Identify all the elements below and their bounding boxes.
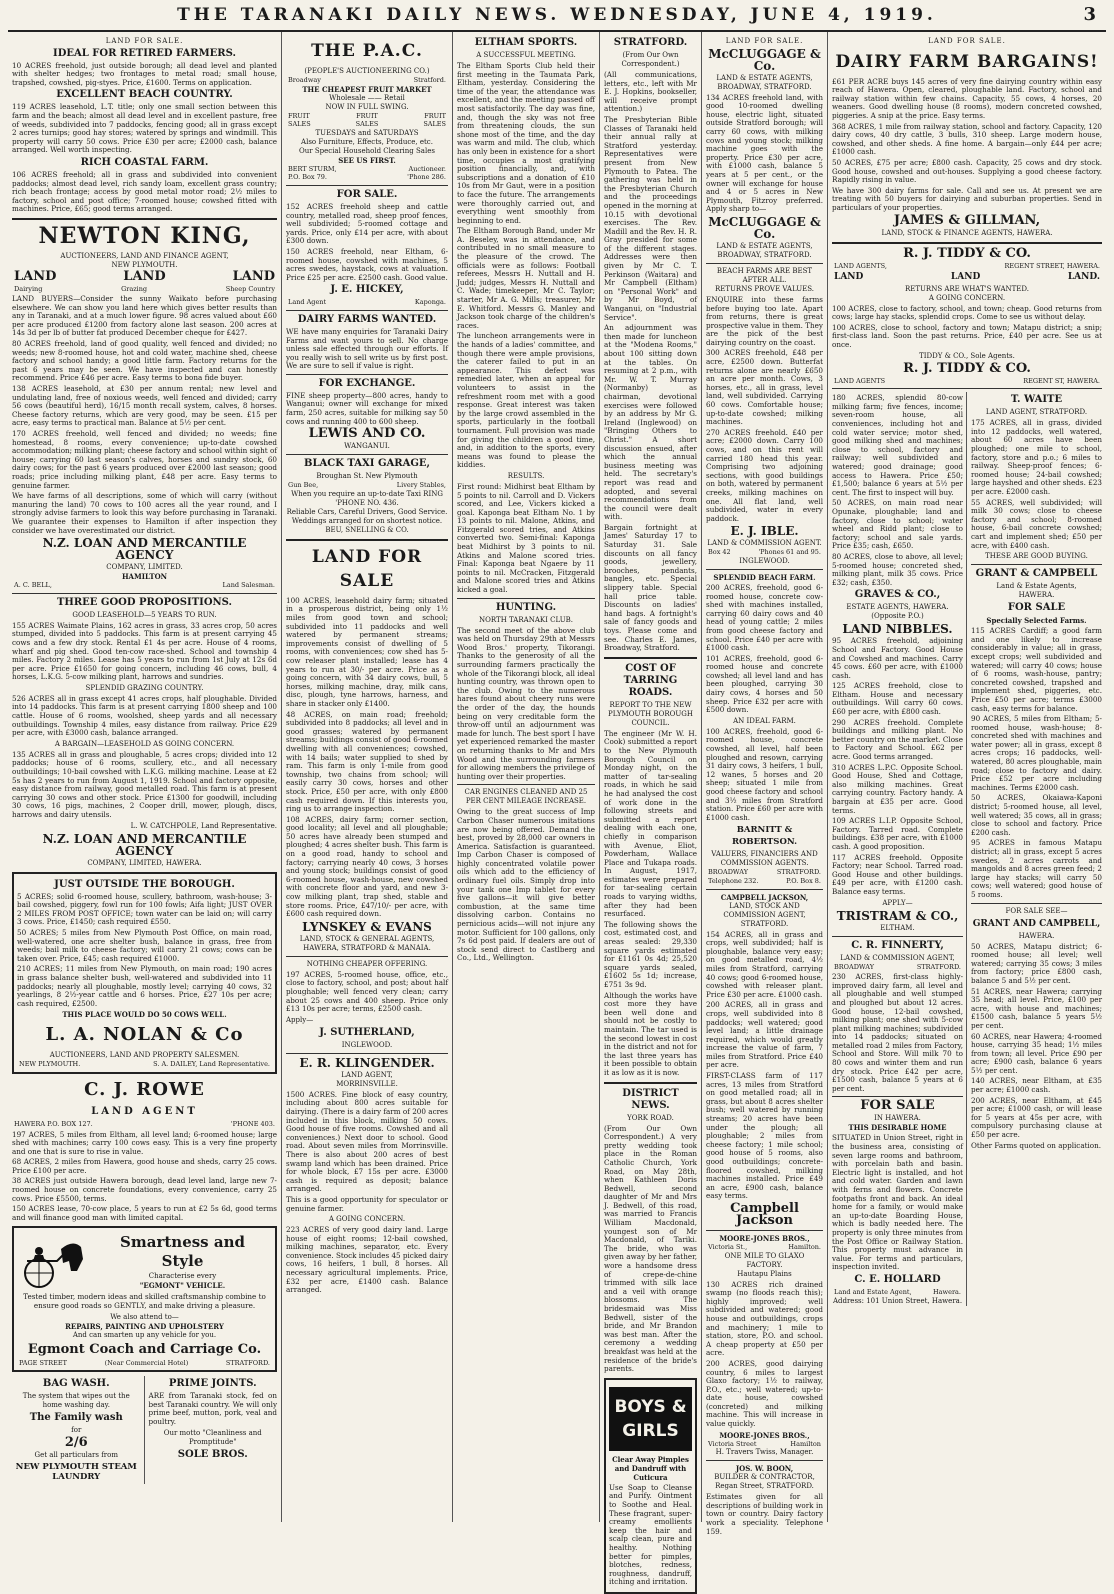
listing: 135 ACRES all in grass and ploughable, 5 acres crops; divided into 12 paddocks; house of 6 rooms, scullery, etc., and all necessary outbuildings; 10-bail cowshed with L.K.G. milking machine. Lease at £2 5s has 2 years to run from August 1, 1919. School and factory opposite, easy distance from railway, good metalled road. This farm is at present carrying 30 cows and other stock. Price £1300 for goodwill, including 30 cows, 16 pigs, machines, 2 Cooper drill, mower, plough, discs, harrows and dairy utensils. [12,749,277,819]
listing: 125 ACRES freehold, close to Eltham. House and necessary outbuildings. Will carry 60 cows. £60 per acre, with £800 cash. [832,681,963,717]
listing: 223 ACRES of very good dairy land. Large house of eight rooms; 12-bail cowshed, milking machines, separator, etc. Every convenience. Stock includes 45 picked dairy cows, 16 heifers, 1 bull, 8 horses. All necessary agricultural implements. Price, £32 per acre, £1400 cash. Balance arranged. [286,1225,448,1295]
listing: 80 ACRES, close to above, all level; 5-roomed house; concreted shed, milking plant, milk 35 cows. Price £32; cash, £350. [832,551,963,587]
listing: 5 ACRES; solid 6-roomed house, scullery, bathroom, wash-house; 3-bail cowshed, piggery, fowl run for 100 fowls; Aifa light; JUST OVER 2 MILES FROM POST OFFICE; town water can be laid on; will carry 3 cows. Price, £1450; cash required £550. [17,891,272,927]
listing: 80 ACRES freehold, land of good quality, well fenced and divided; no weeds; new 8-roomed house, hot and cold water, machine shed, cheese factory and school handy; a good little farm. Factory returns for the past 6 years may be seen. We have inspected and can honestly recommend. Price £46 per acre. Easy terms to bona fide buyer. [12,339,277,383]
listing: 290 ACRES freehold. Complete buildings and milking plant. No better country on the market. Close to Factory and School. £62 per acre. Good terms arranged. [832,717,963,762]
listing: 109 ACRES L.I.P. Opposite School, Factory. Tarred road. Complete buildings. £38 per acre, with £1000 cash. A good proposition. [832,816,963,851]
ad-heading: RICH COASTAL FARM. [80,156,209,168]
masthead-title: THE TARANAKI DAILY NEWS. WEDNESDAY, JUNE 4, 1919. [177,5,937,25]
listing: 38 ACRES just outside Hawera borough, dead level land, large new 7-roomed house on concrete foundations, every convenience, carry 25 cows. Price £5500, terms. [12,1176,277,1203]
listing: 117 ACRES freehold. Opposite Factory; near School. Tarred road. Good House and other buildings. £49 per acre, with £1200 cash. Balance easy terms. [832,852,963,896]
article-heading: ELTHAM SPORTS. [474,37,578,48]
listing: 101 ACRES, freehold, good 6-roomed house and concrete cowshed; all level land and has been ploughed, carrying 30 dairy cows, 4 horses and 50 sheep. Price £32 per acre with £500 down. [706,653,823,715]
listing: £61 PER ACRE buys 145 acres of very fine dairying country within easy reach of Hawera. Open, cleared, ploughable land. Factory, school and railway station within few chains. Capacity, 55 cows, 4 horses, 20 weaners. Good dwelling house (8 rooms), modern concreted cowshed, piggeries. A snip at the price. Easy terms. [832,76,1102,120]
column-6: LAND FOR SALE. DAIRY FARM BARGAINS! £61 PER ACRE buys 145 acres of very fine dairying country within easy reach of Hawera. Open, cleared, ploughable land. Factory, school and railway station within few chains. Capacity, 55 cows, 4 horses, 20 weaners. Good dwelling house (8 rooms), modern concreted cowshed, piggeries. A snip at the price. Easy terms. 368 ACRES, 1 mile from railway station, school and factory. Capacity, 120 dairy cows, 40 dry cattle, 3 bulls, 310 sheep. Large modern house, cowshed, and other sheds. A fine home. A bargain—only £44 per acre; £1000 cash. 50 ACRES, £75 per acre; £800 cash. Capacity, 25 cows and dry stock. Good house, cowshed and out-houses. Supplying a good cheese factory. Rapidly rising in value. We have 300 dairy farms for sale. Call and see us. At present we are treating with 50 buyers for dairying and suburban properties. Send in particulars of your properties. JAMES & GILLMAN, LAND, STOCK & FINANCE AGENTS, HAWERA. R. J. TIDDY & CO. LAND AGENTS, REGENT STREET, HAWERA. LAND LAND LAND. RETURNS ARE WHAT'S WANTED. A GOING CONCERN. 100 ACRES, close to factory, school, and town; cheap. Good returns from cows; large hay stacks, splendid crops. Come to see us without delay. 100 ACRES, close to school, factory and town; Matapu district; a snip; first-class land. Soon the past returns. Price, £40 per acre. See us at once. TIDDY & CO., Sole Agents. R. J. TIDDY & CO. LAND AGENTS REGENT ST, HAWERA. 180 ACRES, splendid 80-cow milking farm; five fences, income; seven-room house, all conveniences, including hot and cold water service; motor shed, good milking shed and machines; close to school, factory and railway; well subdivided and watered; good drainage; good access to Hawera. Price £50; £1,500; balance 6 years at 5½ per cent. The first to inspect will buy. 50 ACRES, on main road near Opunake, ploughable; land and factory, close to school; water wheel and Ridd plant; close to factory; school and sale yards. Price £35; cash, £650. 80 ACRES, close to above, all level; 5-roomed house; concreted shed, milking plant, milk 35 cows. Price £32; cash, £350. GRAVES & CO., ESTATE AGENTS, HAWERA. (Opposite P.O.) LAND NIBBLES. 95 ACRES freehold, adjoining School and Factory. Good House and Cowshed and machines. Carry 45 cows. £60 per acre, with £1000 cash. 125 ACRES freehold, close to Eltham. House and necessary outbuildings. Will carry 60 cows. £60 per acre, with £800 cash. 290 ACRES freehold. Complete buildings and milking plant. No better country on the market. Close to Factory and School. £62 per acre. Good terms arranged. 310 ACRES L.P.C. Opposite School. Good House, Shed and Cottage, also milking machines. Great carrying country. Factory handy. A bargain at £35 per acre. Good terms. 109 ACRES L.I.P. Opposite School, Factory. Tarred road. Complete buildings. £38 per acre, with £1000 cash. A good proposition. 117 ACRES freehold. Opposite Factory; near School. Tarred road. Good House and other buildings. £49 per acre, with £1200 cash. Balance easy terms. APPLY— TRISTRAM & CO., ELTHAM. C. R. FINNERTY, LAND & COMMISSION AGENT, BROADWAY STRATFORD. 230 ACRES, first-class highly-improved dairy farm, all level and all ploughable and well stumped and ploughed but about 12 acres. Good house, 12-bail cowshed, milking plant; one shed with 5-cow plant milking machines; subdivided into 14 paddocks; situated on metalled road 2 miles from Factory, School and Store. Will milk 70 to 80 cows and winter them and run dry stock. Price £42 per acre, £1500 cash, balance 5 years at 6 per cent. FOR SALE IN HAWERA. THIS DESIRABLE HOME SITUATED in Union Street, right in the business area, consisting of seven large rooms and bathroom, with porcelain bath and basin. Electric light is installed, and hot and cold water. Garden and lawn with ferns and flowers. Concrete footpaths front and back. An ideal home for a family, or would make an up-to-date Boarding House, which is badly needed here. The property is only three minutes from the Post Office or Railway Station. This property must advance in value. For terms and particulars, inspection invited. C. E. HOLLARD Land and Estate Agent, Hawera. Address: 101 Union Street, Hawera. T. WAITE LAND AGENT, STRATFORD. 175 ACRES, all in grass, divided into 12 paddocks, well watered, about 60 acres have been ploughed; one mile to school, factory, store and p.o.; 6 miles to railway. Sheep-proof fences; 6-roomed house; 24-bail cowshed; large hayshed and other sheds. £23 per acre. £2000 cash. 55 ACRES, well subdivided; will milk 30 cows; close to cheese factory and school; 8-roomed house, 6-bail concrete cowshed; cart and implement shed; £50 per acre, with £400 cash. THESE ARE GOOD BUYING. GRANT & CAMPBELL Land & Estate Agents, HAWERA. FOR SALE Specially Selected Farms. 115 ACRES Cardiff; a good farm and one likely to increase considerably in value; all in grass, except crops; well subdivided and watered; will carry 40 cows; house of 6 rooms, wash-house, pantry; concreted cowshed, trapshed and implement shed, piggeries, etc. Price £50 per acre; terms £3000 cash, easy terms for balance. 90 ACRES, 5 miles from Eltham; 5-roomed house, wash-house; 8-concreted shed with machines and water power; all in grass, except 8 acres crops; 16 paddocks, well-watered, 80 acres ploughable, main road; close to factory and dairy. Price £52 per acre including machines. Terms £2000 cash. 50 ACRES, Okaiawa-Kaponi district; 5-roomed house, all level, well watered; 35 cows, all in grass; close to school and factory. Price £200 cash. 95 ACRES in famous Matapu district; all in grass, except 5 acres swedes, 2 acres carrots and mangolds and 8 acres green feed; 2 large hay stacks; will carry 50 cows; well watered; good house of 5 rooms. FOR SALE SEE— GRANT AND CAMPBELL, HAWERA. 50 ACRES, Matapu district; 6-roomed house; all level; well watered; carrying 35 cows; 3 miles from factory; price £800 cash, balance 5 and 5½ per cent. 51 ACRES, near Hawera; carrying 35 head; all level. Price, £100 per acre, with house and machines; £1500 cash, balance 5 years 5½ per cent. 60 ACRES, near Hawera; 4-roomed house, carrying 35 head; 1½ miles from town; all level. Price £90 per acre; £900 cash, balance 6 years 5½ per cent. 140 ACRES, near Eltham, at £35 per acre; £1000 cash. 200 ACRES, near Eltham, at £45 per acre; £1000 cash, or will lease for 5 years at 45s per acre, with compulsory purchasing clause at £50 per acre. Other Farms quoted on application. [832,37,1102,1305]
newton-king-name: NEWTON KING, [38,222,251,249]
article-heading: STRATFORD. [613,37,688,48]
listing: 115 ACRES Cardiff; a good farm and one likely to increase considerably in value; all in grass, except crops; well subdivided and watered; will carry 40 cows; house of 6 rooms, wash-house, pantry; concreted cowshed, trapshed and implement shed, piggeries, etc. Price £50 per acre; terms £3000 cash, easy terms for balance. [971,626,1102,713]
article-paragraph: The second meet of the above club was held on Thursday 29th at Messrs Wood Bros.' property, Tikorangi. Thanks to the generosity of all the surrounding farmers practically the whole of the Tikorangi block, all ideal hunting country, was thrown open to the club. Owing to the numerous hares found about cheery runs were the order of the day, the hounds being on very creditable form the throw-off until an adjournment was made for lunch. The best sport I have yet experienced remarked the master on returning thanks to Mr and Mrs Wood and the surrounding farmers for allowing members the privilege of hunting over their properties. [457,625,595,781]
article-heading: COST OF TARRING ROADS. [623,662,678,698]
listing: 197 ACRES, 5 miles from Eltham, all level land; 6-roomed house; large shed with machines; carry 100 cows easy. This is a very fine property and one that is sure to rise in value. [12,1129,277,1156]
listing: 200 ACRES, all in grass and crops, well subdivided into 8 paddocks; well watered; good level land; a little drainage required, which would greatly increase the value of farm, 7 miles from Stratford. Price £40 per acre. [706,1000,823,1070]
mccluggage-name: McCLUGGAGE & Co. [708,214,821,241]
listing: 310 ACRES L.P.C. Opposite School. Good House, Shed and Cottage, also milking machines. Great carrying country. Factory handy. A bargain at £35 per acre. Good terms. [832,762,963,815]
listing: 50 ACRES, Okaiawa-Kaponi district; 5-roomed house, all level, well watered; 35 cows, all in grass; close to school and factory. Price £200 cash. [971,793,1102,837]
listing: 170 ACRES freehold, well fenced and divided; no weeds; fine homestead, 8 rooms, every convenience; up-to-date cowshed accommodation; milking plant; cheese factory and school within sight of house; carrying 60 last season's calves, horses and sundry stock, 60 dairy cows; for the past 6 years produced over £2000 last season; good roads; price including milking plant, £48 per acre. Easy terms to genuine farmer. [12,429,277,490]
listing: 60 ACRES, near Hawera; 4-roomed house, carrying 35 head; 1½ miles from town; all level. Price £90 per acre; £900 cash, balance 6 years 5½ per cent. [971,1031,1102,1075]
listing: 134 ACRES freehold land, with good 10-roomed dwelling house, electric light, situated outside Stratford borough; will carry 60 cows, with milking cows and young stock; milking machine goes with the property. Price £30 per acre, with £1000 cash, balance 5 years at 5 per cent., or the owner will exchange for house and 4 or 5 acres in New Plymouth, Fitzroy preferred. Apply sharp to— [706,92,823,214]
listing: 210 ACRES; 11 miles from New Plymouth, on main road; 190 acres in grass balance shelter bush, well-watered and subdivided into 11 paddocks; nearly all ploughable, mostly level; carrying 40 cows, 32 yearlings, 8 2½-year cattle and 6 horses. Price, £27 10s per acre; cash required, £2500. [17,964,272,1008]
listing: 119 ACRES leasehold, L.T. title; only one small section between this farm and the beach; almost all dead level and in excellent pasture, free of weeds, subdivided into 7 paddocks, fencing good; all in grass except 2 acres turnips; good hay stores; watered by springs and windmill. This property will carry 50 cows. Price £30 per acre; £2000 cash, balance arranged. Well worth inspecting. [12,102,277,155]
listing: 50 ACRES, on main road near Opunake, ploughable; land and factory, close to school; water wheel and Ridd plant; close to factory; school and sale yards. Price £35; cash, £650. [832,498,963,551]
listing: 1500 ACRES. Fine block of easy country, including about 800 acres suitable for dairying. (There is a dairy farm of 200 acres included in this block, milking 50 cows. Good house of five rooms. Cowshed and all conveniences.) Next door to school. Good road. About seven miles from Morrinsville. There is also about 200 acres of best swamp land which has been drained. Price for whole block, £7 15s per acre. £3000 cash is required as deposit; balance arranged. [286,1089,448,1194]
listing: 154 ACRES, all in grass and crops, well subdivided; half is ploughable, balance very easy; on good metalled road, 4½ miles from Stratford, carrying 40 cows; good 6-roomed house, cowshed with releaser plant. Price £30 per acre. £1000 cash. [706,929,823,999]
body-text: LAND BUYERS—Consider the sunny Waikato before purchasing elsewhere. We can show you land here which gives better results than any in Taranaki, and at a much lower figure. 98 acres valued about £60 per acre produced £1200 from factory alone last season. 200 acres at 14s 3d per lb of butter fat produced December cheque for £427. [12,294,277,338]
article-heading: HUNTING. [495,601,557,613]
prime-joints-ad: PRIME JOINTS. ARE from Taranaki stock, fed on best Taranaki country. We will only prime beef, mutton, pork, veal and poultry. Our motto "Cleanliness and Promptitude" SOLE BROS. [148,1378,277,1460]
page-number: 3 [1083,4,1096,25]
article-paragraph: The Eltham Sports Club held their first meeting in the Taumata Park, Eltham, yesterday. Considering the time of the year, the attendance was excellent, and the meeting passed off most satisfactorily. The day was fine, and, though the sky was not free from threatening clouds, the sun shone most of the time, and the day was warm and mild. The club, which has only been in existence for a short time, occupies a most gratifying position financially, and, with subscriptions and a donation of £10 10s from Mr Gaut, were in a position to face the future. The arrangements were thoroughly carried out, and everything went smoothly from beginning to end. [457,61,595,225]
columns [8,32,1106,1587]
listing: 108 ACRES, dairy farm; corner section, good locality; all level and all ploughable; 50 acres have already been stumped and ploughed; 4 acres shelter bush. This farm is on a good road, handy to school and factory; carrying nearly 40 cows, 3 horses and young stock; buildings consist of good 6-roomed house, wash-house, new cowshed with concrete floor and yard, and new 3-cow milking plant, trap shed, stable and store rooms. Price, £47/10/- per acre, with £600 cash required down. [286,814,448,919]
listing: 68 ACRES, 2 miles from Hawera, good house and sheds, carry 25 cows. Price £100 per acre. [12,1157,277,1175]
listing: 152 ACRES freehold sheep and cattle country, metalled road, sheep proof fences, well subdivided; 5-roomed cottage and yards. Price, only £14 per acre, with about £300 down. [286,201,448,246]
listing: 150 ACRES lease, 70-cow place, 5 years to run at £2 5s 6d, good terms and will finance good man with limited capital. [12,1204,277,1222]
article-paragraph: Bargain fortnight at James' Saturday 17 to Saturday 31. Sale discounts on all fancy goods, jewellery, brooches, pendants, bangles, etc. Special slippery table. Special hall price table. Discounts on ladies' hand bags. A fortnight's sale of fancy goods and toys. Please come and see. Charles E. James, Broadway, Stratford. [604,522,697,653]
listing: 130 ACRES rich drained swamp (no floods reach this); highly improved; well subdivided and watered; good house and outbuildings, crops and machinery; 1 mile to station, store, P.O. and school. A cheap property at £50 per acre. [706,1279,823,1358]
article-paragraph: Although the works have cost more they have been well done and should not be costly to maintain. The tar used is the second lowest in cost in the district and not for the last three years has it been possible to obtain it as low as it is now. [604,990,697,1077]
ad-heading: IDEAL FOR RETIRED FARMERS. [53,47,236,59]
listing: 175 ACRES, all in grass, divided into 12 paddocks, well watered, about 60 acres have been ploughed; one mile to school, factory, store and p.o.; 6 miles to railway. Sheep-proof fences; 6-roomed house; 24-bail cowshed; large hayshed and other sheds. £23 per acre. £2000 cash. [971,418,1102,496]
black-taxi-ad: BLACK TAXI GARAGE, [304,458,430,470]
article-paragraph: (From Our Own Correspondent.) A very pretty wedding took place in the Roman Catholic Church, York Road, on May 28th, when Kathleen Doris Bedwell, second daughter of Mr and Mrs J. Bedwell, of this road, was married to Francis William Macdonald, youngest son of Mr Macdonald, of Tariki. The bride, who was given away by her father, wore a handsome dress of crepe-de-chine trimmed with silk lace and a veil with orange blossoms. The bridesmaid was Miss Bedwell, sister of the bride, and Mr Brandon was best man. After the ceremony a wedding breakfast was held at the residence of the bride's parents. [604,1123,697,1374]
column-2: THE P.A.C. (PEOPLE'S AUCTIONEERING CO.) Broadway Stratford. THE CHEAPEST FRUIT MARKET Wholesale —— Retail NOW IN FULL SWING. FRUIT FRUIT FRUIT SALES SALES SALES TUESDAYS and SATURDAYS Also Furniture, Effects, Produce, etc. Our Special Household Clearing Sales SEE US FIRST. BERT STURM, Auctioneer. P.O. Box 79. 'Phone 286. FOR SALE. 152 ACRES freehold sheep and cattle country, metalled road, sheep proof fences, well subdivided; 5-roomed cottage and yards. Price, only £14 per acre, with about £300 down. 150 ACRES freehold, near Eltham, 6-roomed house, cowshed with machines, 5 acres swedes, haystack, cows at valuation. Price £25 per acre. £2500 cash. Good value. J. E. HICKEY, Land Agent Kaponga. DAIRY FARMS WANTED. WE have many enquiries for Taranaki Dairy Farms and want yours to sell. No charge unless sale effected through our efforts. If you really wish to sell write us by first post. We are sure to sell if value is right. FOR EXCHANGE. FINE sheep property—800 acres, handy to Wanganui; owner will exchange for mixed farm, 250 acres, suitable for milking say 50 cows and running 400 to 600 sheep. LEWIS AND CO. WANGANUI. BLACK TAXI GARAGE, Broughan St. New Plymouth Gun Bee, Livery Stables, When you require an up-to-date Taxi RING 'PHONE NO. 436. Reliable Cars, Careful Drivers, Good Service. Weddings arranged for on shortest notice. BEU, SNELLING & CO. LAND FOR SALE 100 ACRES, leasehold dairy farm; situated in a prosperous district, being only 1½ miles from good town and school; subdivided into 11 paddocks and well watered by permanent streams; improvements consist of dwelling of 5 rooms, with conveniences; cow shed has 5-cow releaser plant installed; lease has 4 years to run at 30/- per acre. Price as a going concern, with 34 dairy cows, bull, 5 horses, milking machine, dray, milk cans, disc, plough, tyne harrows, harness, and share in stacker only £1400. 48 ACRES, on main road; freehold; subdivided into 8 paddocks; all level and in good grasses; watered by permanent streams; buildings consist of good 6-roomed dwelling with all conveniences; cowshed, with 14 bails; water supplied to shed by ram. This farm is only 1-mile from good township, two chains from school; will easily carry 30 cows, horses and other stock. Price, £50 per acre, with only £800 cash required down. If this interests you, ring us to arrange inspection. 108 ACRES, dairy farm; corner section, good locality; all level and all ploughable; 50 acres have already been stumped and ploughed; 4 acres shelter bush. This farm is on a good road, handy to school and factory; carrying nearly 40 cows, 3 horses and young stock; buildings consist of good 6-roomed house, wash-house, new cowshed with concrete floor and yard, and new 3-cow milking plant, trap shed, stable and store rooms. Price, £47/10/- per acre, with £600 cash required down. LYNSKEY & EVANS LAND, STOCK & GENERAL AGENTS, HAWERA, STRATFORD & MANAIA. NOTHING CHEAPER OFFERING. 197 ACRES, 5-roomed house, office, etc., close to factory, school, and post; about half ploughable; well fenced very clean; carry about 25 cows and 400 sheep. Price only £13 10s per acre; terms, £2500 cash. Apply— J. SUTHERLAND, INGLEWOOD. E. R. KLINGENDER. LAND AGENT, MORRINSVILLE. 1500 ACRES. Fine block of easy country, including about 800 acres suitable for dairying. (There is a dairy farm of 200 acres included in this block, milking 50 cows. Good house of five rooms. Cowshed and all conveniences.) Next door to school. Good road. About seven miles from Morrinsville. There is also about 200 acres of best swamp land which has been drained. Price for whole block, £7 15s per acre. £3000 cash is required as deposit; balance arranged. This is a good opportunity for speculator or genuine farmer. A GOING CONCERN. 223 ACRES of very good dairy land. Large house of eight rooms; 12-bail cowshed, milking machines, separator, etc. Every convenience. Stock includes 45 picked dairy cows, 16 heifers, 1 bull, 8 horses. All necessary agricultural implements. Price, £32 per acre, £1400 cash. Balance arranged. [282,32,453,1522]
horse-cart-icon [17,1231,87,1291]
listing: 100 ACRES, close to factory, school, and town; cheap. Good returns from cows; large hay stacks, splendid crops. Come to see us without delay. [832,303,1102,322]
listing: 300 ACRES freehold, £48 per acre, £2500 down. Butterfat returns alone are nearly £650 an acre per month. Cows, 3 horses, etc., all in grass, level land, well subdivided. Carrying 60 cows. Comfortable house; up-to-date cowshed; milking machines. [706,348,823,427]
rowe-name: C. J. ROWE [84,1078,205,1100]
ad-heading: EXCELLENT BEACH COUNTRY. [56,89,233,101]
listing: 138 ACRES leasehold, at £30 per annum rental; new level and undulating land, free of noxious weeds, well fenced and divided; carry 56 cows (beautiful herd), 16/15 month recall system, calves, 8 horses. Cheese factory returns, which are very good, may be seen. £15 per acre, easy terms to practical man. Balance at 5½ per cent. [12,384,277,428]
listing: 200 ACRES, freehold, good 6-roomed house, concrete cow-shed with machines installed, carrying 60 dairy cows and 40 head of young cattle; 2 miles from good cheese factory and school. Price £40 per acre with £1000 cash. [706,582,823,653]
listing: 55 ACRES, well subdivided; will milk 30 cows; close to cheese factory and school; 8-roomed house, 6-bail concrete cowshed; cart and implement shed; £50 per acre, with £400 cash. [971,497,1102,550]
article-paragraph: The engineer (Mr W. H. Cook) submitted a report to the New Plymouth Borough Council on Monday night, on the matter of tar-sealing roads, in which he said he had analysed the cost of work done in the following streets and submitted a report dealing with each one, chiefly in comparison with Avenue, Eliot, Powderham, Wallace Place and Tukapa roads. In August, 1917, estimates were prepared for tar-sealing certain roads to varying widths, after they had been resurfaced. [604,728,697,919]
listing: 368 ACRES, 1 mile from railway station, school and factory. Capacity, 120 dairy cows, 40 dry cattle, 3 bulls, 310 sheep. Large modern house, cowshed, and other sheds. A fine home. A bargain—only £44 per acre; £1000 cash. [832,121,1102,157]
article-paragraph: Owing to the great success of Imp Carbon Chaser numerous imitations are now being offered. Demand the best, proved by 28,000 car owners in America. Satisfaction is guaranteed. Imp Carbon Chaser is composed of highly concentrated volatile power oils which add to the efficiency of ordinary fuel oils. Simply drop into your tank one Imp tablet for every five gallons—it will give better combustion, at the same time dissolving carbon. Contains no pernicious acids—will not injure any motor. Sufficient for 100 gallons, only 7s 6d post paid. If dealers are out of stock send direct to Castlberg and Co., Ltd., Wellington. [457,807,595,963]
nzlma-name: N.Z. LOAN AND MERCANTILE AGENCY [42,536,247,563]
land-row: LAND LAND LAND [14,268,275,284]
listing: 48 ACRES, on main road; freehold; subdivided into 8 paddocks; all level and in good grasses; watered by permanent streams; buildings consist of good 6-roomed dwelling with all conveniences; cowshed, with 14 bails; water supplied to shed by ram. This farm is only 1-mile from good township, two chains from school; will easily carry 30 cows, horses and other stock. Price, £50 per acre, with only £800 cash required down. If this interests you, ring us to arrange inspection. [286,709,448,814]
newton-king-town: NEW PLYMOUTH. [111,260,178,269]
article-paragraph: The luncheon arrangements were in the hands of a ladies' committee, and though there were ample provisions, the caterer failed to put in an appearance. This defect was remedied later, when an appeal for volunteers to assist in the refreshment room met with a good response. Great interest was taken by the large crowd assembled in the sports, particularly in the football tournament. Full provision was made for giving the children a good time, and, in addition to the sports, every means was found to please the kiddies. [457,331,595,470]
listing: 106 ACRES freehold; all in grass and subdivided into convenient paddocks; almost dead level, rich sandy loam, excellent grass country; rich beach frontage; access by good metal motor road; 2½ miles to factory, school and post office; 7-roomed house; cowshed fitted with machines. Price, £65; good terms arranged. [12,169,277,214]
listing: 50 ACRES; 5 miles from New Plymouth Post Office, on main road, well-watered, one acre shelter bush, balance in grass, free from weeds; bail milk to cheese factory; will carry 21 cows; cows can be taken over. Price, £45; cash required £1000. [17,927,272,963]
listing: 150 ACRES freehold, near Eltham, 6-roomed house, cowshed with machines, 5 acres swedes, haystack, cows at valuation. Price £25 per acre. £2500 cash. Good value. [286,246,448,282]
article-paragraph: The Presbyterian Bible Classes of Taranaki held their annual rally at Stratford yesterday. Representatives were present from New Plymouth to Patea. The gathering was held in the Presbyterian Church and the proceedings opened in the morning at 10.15 with devotional exercises. The Rev. Madill and the Rev. H. R. Gray presided for some of the different stages. Addresses were then given by Mr C. T. Perkinson (Waitara) and Mr Campbell (Eltham) on "Personal Work" and by Mr Boyd, of Wanganui, on "Industrial Service". [604,114,697,322]
listing: FIRST-CLASS farm of 117 acres, 13 miles from Stratford on good metalled road; all in grass, but about 8 acres shelter bush; well watered by running streams; 20 acres have been under the plough; all ploughable; 2 miles from cheese factory; 1 mile school; good house of 5 rooms, also good outbuildings; concrete-floored cowshed, milking machines installed. Price £49 an acre, £900 cash, balance easy terms. [706,1071,823,1201]
dairy-farm-bargains-heading: DAIRY FARM BARGAINS! [835,51,1099,72]
land-types: Dairying Grazing Sheep Country [14,284,275,293]
listing: 50 ACRES, Matapu district; 6-roomed house; all level; well watered; carrying 35 cows; 3 miles from factory; price £800 cash, balance 5 and 5½ per cent. [971,941,1102,985]
listing: 90 ACRES, 5 miles from Eltham; 5-roomed house, wash-house; 8-concreted shed with machines and water power; all in grass, except 8 acres crops; 16 paddocks, well-watered, 80 acres ploughable, main road; close to factory and dairy. Price £52 per acre including machines. Terms £2000 cash. [971,714,1102,792]
listing: 50 ACRES, £75 per acre; £800 cash. Capacity, 25 cows and dry stock. Good house, cowshed and out-houses. Supplying a good cheese factory. Rapidly rising in value. [832,157,1102,185]
masthead [8,0,1106,32]
listing: 155 ACRES Waimate Plains, 162 acres in grass, 33 acres crop, 50 acres stumped, divided into 5 paddocks. This farm is at present carrying 45 cows and a few dry stock. Rental £1 4s per acre. House of 4 rooms, wharf and pig shed. Good ten-cow race-shed. School and township 4 miles. Factory 2 miles. Lease has 5 years to run from 1st July at 12s 6d per acre. Price £1650 for going concern, including 46 cows, bull, 4 horses, L.K.G. 5-cow milking plant, harrows and sundries. [12,620,277,682]
listing: 140 ACRES, near Eltham, at £35 per acre; £1000 cash. [971,1076,1102,1095]
listing: 230 ACRES, first-class highly-improved dairy farm, all level and all ploughable and well stumped and ploughed but about 12 acres. Good house, 12-bail cowshed, milking plant; one shed with 5-cow plant milking machines; subdivided into 14 paddocks; situated on metalled road 2 miles from Factory, School and Store. Will milk 70 to 80 cows and winter them and run dry stock. Price £42 per acre, £1500 cash, balance 5 years at 6 per cent. [832,972,963,1093]
pac-name: THE P.A.C. [311,41,423,61]
article-heading: DISTRICT NEWS. [622,1087,679,1111]
column-3: ELTHAM SPORTS. A SUCCESSFUL MEETING. The Eltham Sports Club held their first meeting in the Taumata Park, Eltham, yesterday. Considering the time of the year, the attendance was excellent, and the meeting passed off most satisfactorily. The day was fine, and, though the sky was not free from threatening clouds, the sun shone most of the time, and the day was warm and mild. The club, which has only been in existence for a short time, occupies a most gratifying position financially, and, with subscriptions and a donation of £10 10s from Mr Gaut, were in a position to face the future. The arrangements were thoroughly carried out, and everything went smoothly from beginning to end. The Eltham Borough Band, under Mr A. Beseley, was in attendance, and contributed in no small measure to the pleasure of the crowd. The officials were as follows: Football referees, Messrs H. Nuttall and H. Judd; judges, Messrs H. Nuttall and C. Wade; timekeeper, Mr C. Taylor; starter, Mr A. G. Mills; treasurer, Mr E. Whitford. Messrs G. Manley and Jackson took charge of the children's races. The luncheon arrangements were in the hands of a ladies' committee, and though there were ample provisions, the caterer failed to put in an appearance. This defect was remedied later, when an appeal for volunteers to assist in the refreshment room met with a good response. Great interest was taken by the large crowd assembled in the sports, particularly in the football tournament. Full provision was made for giving the children a good time, and, in addition to the sports, every means was found to please the kiddies. RESULTS. First round: Midhirst beat Eltham by 5 points to nil. Carroll and D. Vickers scored, and Lee, Vickers kicked a goal. Kaponga beat Eltham No. 1 by 13 points to nil. Malone, Atkins, and Fitzgerald scored tries, and Atkins converted two. Semi-final: Kaponga beat Midhirst by 3 points to nil. Atkins and Malone scored tries. Final: Kaponga beat Ngaere by 11 points to nil. McCracken, Fitzgerald and Malone scored tries and Atkins kicked a goal. HUNTING. NORTH TARANAKI CLUB. The second meet of the above club was held on Thursday 29th at Messrs Wood Bros.' property, Tikorangi. Thanks to the generosity of all the surrounding farmers practically the whole of the Tikorangi block, all ideal hunting country, was thrown open to the club. Owing to the numerous hares found about cheery runs were the order of the day, the hounds being on very creditable form the throw-off until an adjournment was made for lunch. The best sport I have yet experienced remarked the master on returning thanks to Mr and Mrs Wood and the surrounding farmers for allowing members the privilege of hunting over their properties. CAR ENGINES CLEANED AND 25 PER CENT MILEAGE INCREASE. Owing to the great success of Imp Carbon Chaser numerous imitations are now being offered. Demand the best, proved by 28,000 car owners in America. Satisfaction is guaranteed. Imp Carbon Chaser is composed of highly concentrated volatile power oils which add to the efficiency of ordinary fuel oils. Simply drop into your tank one Imp tablet for every five gallons—it will give better combustion, at the same time dissolving carbon. Contains no pernicious acids—will not injure any motor. Sufficient for 100 gallons, only 7s 6d post paid. If dealers are out of stock send direct to Castlberg and Co., Ltd., Wellington. [453,32,600,1522]
listing: 197 ACRES, 5-roomed house, office, etc., close to factory, school, and post; about half ploughable; well fenced very clean; carry about 25 cows and 400 sheep. Price only £13 10s per acre; terms, £2500 cash. [286,969,448,1014]
bag-wash-ad: BAG WASH. The system that wipes out the home washing day. The Family wash for 2/6 Get all particulars from NEW PLYMOUTH STEAM LAUNDRY [12,1376,145,1484]
mccluggage-name: McCLUGGAGE & Co. [708,46,821,73]
listing: 100 ACRES, leasehold dairy farm; situated in a prosperous district, being only 1½ miles from good town and school; subdivided into 11 paddocks and well watered by permanent streams; improvements consist of dwelling of 5 rooms, with conveniences; cow shed has 5-cow releaser plant installed; lease has 4 years to run at 30/- per acre. Price as a going concern, with 34 dairy cows, bull, 5 horses, milking machine, dray, milk cans, disc, plough, tyne harrows, harness, and share in stacker only £1400. [286,595,448,708]
campbell-jackson-signature: Campbell Jackson [730,1200,799,1228]
listing: 51 ACRES, near Hawera; carrying 35 head; all level. Price, £100 per acre, with house and machines; £1500 cash, balance 5 years 5½ per cent. [971,986,1102,1030]
body-text: We have farms of all descriptions, some of which will carry (without manuring the land) 70 cows to 100 acres all the year round, and I strongly advise farmers to look this way before purchasing in Taranaki. We guarantee their expenses to Hamilton if after inspection they consider we have overestimated our district. [12,491,277,535]
listing: 95 ACRES in famous Matapu district; all in grass, except 5 acres swedes, 2 acres carrots and mangolds and 8 acres green feed; 2 large hay stacks; will carry 50 cows; well watered; good house of 5 rooms. [971,838,1102,899]
listing: 270 ACRES freehold. £40 per acre; £2000 down. Carry 100 cows, and on this rent will carried 180 head this year. Comprising two adjoining sections, with good buildings on both, watered by permanent creeks, milking machines on one. All flat land, well subdivided, water in every paddock. [706,427,823,523]
listing: 526 ACRES all in grass except 41 acres crops, half ploughable. Divided into 14 paddocks. This farm is at present carrying 1800 sheep and 100 cattle. House of 6 rooms, woolshed, sheep yards and all necessary outbuildings. Township 4 miles, easy distance from railway. Price £29 per acre, with £3000 cash, balance arranged. [12,693,277,738]
column-1: LAND FOR SALE. IDEAL FOR RETIRED FARMERS. 10 ACRES freehold, just outside borough; all dead level and planted with shelter hedges; two frontages to metal road; small house, trapshed, cowshed, pig-styes. Price, £1600. Terms on application. EXCELLENT BEACH COUNTRY. 119 ACRES leasehold, L.T. title; only one small section between this farm and the beach; almost all dead level and in excellent pasture, free of weeds, subdivided into 7 paddocks, fencing good; all in grass except 2 acres turnips; good hay stores; watered by springs and windmill. This property will carry 50 cows. Price £30 per acre; £2000 cash, balance arranged. Well worth inspecting. RICH COASTAL FARM. 106 ACRES freehold; all in grass and subdivided into convenient paddocks; almost dead level, rich sandy loam, excellent grass country; rich beach frontage; access by good metal motor road; 2½ miles to factory, school and post office; 7-roomed house; cowshed fitted with machines. Price, £65; good terms arranged. NEWTON KING, AUCTIONEERS, LAND AND FINANCE AGENT, NEW PLYMOUTH. LAND LAND LAND Dairying Grazing Sheep Country LAND BUYERS—Consider the sunny Waikato before purchasing elsewhere. We can show you land here which gives better results than any in Taranaki, and at a much lower figure. 98 acres valued about £60 per acre produced £1200 from factory alone last season. 200 acres at 14s 3d per lb of butter fat produced December cheque for £427. 80 ACRES freehold, land of good quality, well fenced and divided; no weeds; new 8-roomed house, hot and cold water, machine shed, cheese factory and school handy; a good little farm. Factory returns for the past 6 years may be seen. We have inspected and can honestly recommend. Price £46 per acre. Easy terms to bona fide buyer. 138 ACRES leasehold, at £30 per annum rental; new level and undulating land, free of noxious weeds, well fenced and divided; carry 56 cows (beautiful herd), 16/15 month recall system, calves, 8 horses. Cheese factory returns, which are very good, may be seen. £15 per acre, easy terms to practical man. Balance at 5½ per cent. 170 ACRES freehold, well fenced and divided; no weeds; fine homestead, 8 rooms, every convenience; up-to-date cowshed accommodation; milking plant; cheese factory and school within sight of house; carrying 60 last season's calves, horses and sundry stock, 60 dairy cows; for the past 6 years produced over £2000 last season; good roads; price including milking plant, £48 per acre. Easy terms to genuine farmer. We have farms of all descriptions, some of which will carry (without manuring the land) 70 cows to 100 acres all the year round, and I strongly advise farmers to look this way before purchasing in Taranaki. We guarantee their expenses to Hamilton if after inspection they consider we have overestimated our district. N.Z. LOAN AND MERCANTILE AGENCY COMPANY, LIMITED. HAMILTON A. C. BELL, Land Salesman. THREE GOOD PROPOSITIONS. GOOD LEASEHOLD—5 YEARS TO RUN. 155 ACRES Waimate Plains, 162 acres in grass, 33 acres crop, 50 acres stumped, divided into 5 paddocks. This farm is at present carrying 45 cows and a few dry stock. Rental £1 4s per acre. House of 4 rooms, wharf and pig shed. Good ten-cow race-shed. School and township 4 miles. Factory 2 miles. Lease has 5 years to run from 1st July at 12s 6d per acre. Price £1650 for going concern, including 46 cows, bull, 4 horses, L.K.G. 5-cow milking plant, harrows and sundries. SPLENDID GRAZING COUNTRY. 526 ACRES all in grass except 41 acres crops, half ploughable. Divided into 14 paddocks. This farm is at present carrying 1800 sheep and 100 cattle. House of 6 rooms, woolshed, sheep yards and all necessary outbuildings. Township 4 miles, easy distance from railway. Price £29 per acre, with £3000 cash, balance arranged. A BARGAIN—LEASEHOLD AS GOING CONCERN. 135 ACRES all in grass and ploughable, 5 acres crops; divided into 12 paddocks; house of 6 rooms, scullery, etc., and all necessary outbuildings; 10-bail cowshed with L.K.G. milking machine. Lease at £2 5s has 2 years to run from August 1, 1919. School and factory opposite, easy distance from railway, good metalled road. This farm is at present carrying 30 cows and other stock. Price £1300 for goodwill, including 30 cows, 16 pigs, machines, 2 Cooper drill, mower, plough, discs, harrows and dairy utensils. L. W. CATCHPOLE, Land Representative. N.Z. LOAN AND MERCANTILE AGENCY COMPANY, LIMITED, HAWERA. JUST OUTSIDE THE BOROUGH. 5 ACRES; solid 6-roomed house, scullery, bathroom, wash-house; 3-bail cowshed, piggery, fowl run for 100 fowls; Aifa light; JUST OVER 2 MILES FROM POST OFFICE; town water can be laid on; will carry 3 cows. Price, £1450; cash required £550. 50 ACRES; 5 miles from New Plymouth Post Office, on main road, well-watered, one acre shelter bush, balance in grass, free from weeds; bail milk to cheese factory; will carry 21 cows; cows can be taken over. Price, £45; cash required £1000. 210 ACRES; 11 miles from New Plymouth, on main road; 190 acres in grass balance shelter bush, well-watered and subdivided into 11 paddocks; nearly all ploughable, mostly level; carrying 40 cows, 32 yearlings, 8 2½-year cattle and 6 horses. Price, £27 10s per acre; cash required, £2500. THIS PLACE WOULD DO 50 COWS WELL. L. A. NOLAN & Co AUCTIONEERS, LAND AND PROPERTY SALESMEN. NEW PLYMOUTH. S. A. DAILEY, Land Representative. C. J. ROWE LAND AGENT HAWERA P.O. BOX 127. 'PHONE 403. 197 ACRES, 5 miles from Eltham, all level land; 6-roomed house; large shed with machines; carry 100 cows easy. This is a very fine property and one that is sure to rise in value. 68 ACRES, 2 miles from Hawera, good house and sheds, carry 25 cows. Price £100 per acre. 38 ACRES just outside Hawera borough, dead level land, large new 7-roomed house on concrete foundations, every convenience, carry 25 cows. Price £5500, terms. 150 ACRES lease, 70-cow place, 5 years to run at £2 5s 6d, good terms and will finance good man with limited capital. Smartness and Style Characterise every "EGMONT" VEHICLE. Tested timber, modern ideas and skilled craftsmanship combine to ensure good roads so GENTLY, and make driving a pleasure. We also attend to— REPAIRS, PAINTING AND UPHOLSTERY And can smarten up any vehicle for you. Egmont Coach and Carriage Co. PAGE STREET (Near Commercial Hotel) STRATFORD. BAG WASH. The system that wipes out the home washing day. The Family wash for 2/6 Get all particulars from NEW PLYMOUTH STEAM LAUNDRY PRIME JOINTS. ARE from Taranaki stock, fed on best Taranaki country. We will only prime beef, mutton, pork, veal and poultry. Our motto "Cleanliness and Promptitude" SOLE BROS. [8,32,282,1522]
listing: 200 ACRES, good dairying country, 6 miles to largest Glaxo factory; 1½ to railway, P.O., etc.; well watered; up-to-date house, cowshed (concreted) and milking machine. This will increase in value quickly. [706,1358,823,1429]
article-paragraph: The Eltham Borough Band, under Mr A. Beseley, was in attendance, and contributed in no small measure to the pleasure of the crowd. The officials were as follows: Football referees, Messrs H. Nuttall and H. Judd; judges, Messrs H. Nuttall and C. Wade; timekeeper, Mr C. Taylor; starter, Mr A. G. Mills; treasurer, Mr E. Whitford. Messrs G. Manley and Jackson took charge of the children's races. [457,226,595,330]
column-5: LAND FOR SALE. McCLUGGAGE & Co. LAND & ESTATE AGENTS, BROADWAY, STRATFORD. 134 ACRES freehold land, with good 10-roomed dwelling house, electric light, situated outside Stratford borough; will carry 60 cows, with milking cows and young stock; milking machine goes with the property. Price £30 per acre, with £1000 cash, balance 5 years at 5 per cent., or the owner will exchange for house and 4 or 5 acres in New Plymouth, Fitzroy preferred. Apply sharp to— McCLUGGAGE & Co. LAND & ESTATE AGENTS, BROADWAY, STRATFORD. BEACH FARMS ARE BEST AFTER ALL. RETURNS PROVE VALUES. ENQUIRE into these farms before buying too late. Apart from returns, there is great prospective value in them. They are the pick of the best dairying country on the coast. 300 ACRES freehold, £48 per acre, £2500 down. Butterfat returns alone are nearly £650 an acre per month. Cows, 3 horses, etc., all in grass, level land, well subdivided. Carrying 60 cows. Comfortable house; up-to-date cowshed; milking machines. 270 ACRES freehold. £40 per acre; £2000 down. Carry 100 cows, and on this rent will carried 180 head this year. Comprising two adjoining sections, with good buildings on both, watered by permanent creeks, milking machines on one. All flat land, well subdivided, water in every paddock. E. J. IBLE. LAND & COMMISSION AGENT. Box 42 'Phones 61 and 95. INGLEWOOD. SPLENDID BEACH FARM. 200 ACRES, freehold, good 6-roomed house, concrete cow-shed with machines installed, carrying 60 dairy cows and 40 head of young cattle; 2 miles from good cheese factory and school. Price £40 per acre with £1000 cash. 101 ACRES, freehold, good 6-roomed house and concrete cowshed; all level land and has been ploughed, carrying 30 dairy cows, 4 horses and 50 sheep. Price £32 per acre with £500 down. AN IDEAL FARM. 100 ACRES, freehold, good 6-roomed house, concrete cowshed, all level, half been ploughed and resown, carrying 31 dairy cows, 3 heifers, 1 bull, 12 wanes, 5 horses and 20 sheep; situated 1 mile from good cheese factory and school and 3½ miles from Stratford station. Price £60 per acre with £1000 cash. BARNITT & ROBERTSON. VALUERS, FINANCIERS AND COMMISSION AGENTS. BROADWAY STRATFORD. Telephone 232. P.O. Box 8. CAMPBELL JACKSON, LAND, STOCK AND COMMISSION AGENT, STRATFORD. 154 ACRES, all in grass and crops, well subdivided; half is ploughable, balance very easy; on good metalled road, 4½ miles from Stratford, carrying 40 cows; good 6-roomed house, cowshed with releaser plant. Price £30 per acre. £1000 cash. 200 ACRES, all in grass and crops, well subdivided into 8 paddocks; well watered; good level land; a little drainage required, which would greatly increase the value of farm, 7 miles from Stratford. Price £40 per acre. FIRST-CLASS farm of 117 acres, 13 miles from Stratford on good metalled road; all in grass, but about 8 acres shelter bush; well watered by running streams; 20 acres have been under the plough; all ploughable; 2 miles from cheese factory; 1 mile school; good house of 5 rooms, also good outbuildings; concrete-floored cowshed, milking machines installed. Price £49 an acre, £900 cash, balance easy terms. Campbell Jackson MOORE-JONES BROS., Victoria St., Hamilton. ONE MILE TO GLAXO FACTORY. Hautapu Plains 130 ACRES rich drained swamp (no floods reach this); highly improved; well subdivided and watered; good house and outbuildings, crops and machinery; 1 mile to station, store, P.O. and school. A cheap property at £50 per acre. 200 ACRES, good dairying country, 6 miles to largest Glaxo factory; 1½ to railway, P.O., etc.; well watered; up-to-date house, cowshed (concreted) and milking machine. This will increase in value quickly. MOORE-JONES BROS., Victoria Street Hamilton H. Travers Twiss, Manager. JOS. W. BOON, BUILDER & CONTRACTOR, Regan Street, STRATFORD. Estimates given for all descriptions of building work in town or country. Dairy factory work a speciality. Telephone 159. [702,32,828,1522]
listing: 180 ACRES, splendid 80-cow milking farm; five fences, income; seven-room house, all conveniences, including hot and cold water service; motor shed, good milking shed and machines; close to school, factory and railway; well subdivided and watered; good drainage; good access to Hawera. Price £50; £1,500; balance 6 years at 5½ per cent. The first to inspect will buy. [832,393,963,497]
listing: 200 ACRES, near Eltham, at £45 per acre; £1000 cash, or will lease for 5 years at 45s per acre, with compulsory purchasing clause at £50 per acre. [971,1095,1102,1140]
egmont-coach-ad: Smartness and Style Characterise every "EGMONT" VEHICLE. Tested timber, modern ideas and skilled craftsmanship combine to ensure good roads so GENTLY, and make driving a pleasure. We also attend to— REPAIRS, PAINTING AND UPHOLSTERY And can smarten up any vehicle for you. Egmont Coach and Carriage Co. PAGE STREET (Near Commercial Hotel) STRATFORD. [12,1226,277,1372]
nzlma-name: N.Z. LOAN AND MERCANTILE AGENCY [42,831,247,858]
article-paragraph: The following shows the cost, estimated cost, and areas sealed: 29,330 square yards estimated for £1161 0s 4d; 25,520 square yards sealed, £1602 5s 1d; increase, £751 3s 9d. [604,919,697,989]
nolan-ad: JUST OUTSIDE THE BOROUGH. 5 ACRES; solid 6-roomed house, scullery, bathroom, wash-house; 3-bail cowshed, piggery, fowl run for 100 fowls; Aifa light; JUST OVER 2 MILES FROM POST OFFICE; town water can be laid on; will carry 3 cows. Price, £1450; cash required £550. 50 ACRES; 5 miles from New Plymouth Post Office, on main road, well-watered, one acre shelter bush, balance in grass, free from weeds; bail milk to cheese factory; will carry 21 cows; cows can be taken over. Price, £45; cash required £1000. 210 ACRES; 11 miles from New Plymouth, on main road; 190 acres in grass balance shelter bush, well-watered and subdivided into 11 paddocks; nearly all ploughable, mostly level; carrying 40 cows, 32 yearlings, 8 2½-year cattle and 6 horses. Price, £27 10s per acre; cash required, £2500. THIS PLACE WOULD DO 50 COWS WELL. L. A. NOLAN & Co AUCTIONEERS, LAND AND PROPERTY SALESMEN. NEW PLYMOUTH. S. A. DAILEY, Land Representative. [12,872,277,1074]
article-paragraph: First round: Midhirst beat Eltham by 5 points to nil. Carroll and D. Vickers scored, and Lee, Vickers kicked a goal. Kaponga beat Eltham No. 1 by 13 points to nil. Malone, Atkins, and Fitzgerald scored tries, and Atkins converted two. Semi-final: Kaponga beat Midhirst by 3 points to nil. Atkins and Malone scored tries. Final: Kaponga beat Ngaere by 11 points to nil. McCracken, Fitzgerald and Malone scored tries and Atkins kicked a goal. [457,481,595,595]
article-paragraph: An adjournment was then made for luncheon at the "Modena Rooms," about 100 sitting down at the tables. On resuming at 2 p.m., with Mr. W. T. Murray (Normanby) as chairman, devotional exercises were followed by an address by Mr G. Ireland (Inglewood) on "Bringing Others to Christ." A short discussion ensued, after which the annual business meeting was held. The secretary's report was read and adopted, and several recommendations from the council were dealt with. [604,323,697,522]
listing: 95 ACRES freehold, adjoining School and Factory. Good House and Cowshed and machines. Carry 45 cows. £60 per acre, with £1000 cash. [832,636,963,680]
listing: 10 ACRES freehold, just outside borough; all dead level and planted with shelter hedges; two frontages to metal road; small house, trapshed, cowshed, pig-styes. Price, £1600. Terms on application. [12,60,277,87]
column-4: STRATFORD. (From Our Own Correspondent.) (All communications, letters, etc., left with Mr E. J. Hopkins, bookseller, will receive prompt attention.) The Presbyterian Bible Classes of Taranaki held their annual rally at Stratford yesterday. Representatives were present from New Plymouth to Patea. The gathering was held in the Presbyterian Church and the proceedings opened in the morning at 10.15 with devotional exercises. The Rev. Madill and the Rev. H. R. Gray presided for some of the different stages. Addresses were then given by Mr C. T. Perkinson (Waitara) and Mr Campbell (Eltham) on "Personal Work" and by Mr Boyd, of Wanganui, on "Industrial Service". An adjournment was then made for luncheon at the "Modena Rooms," about 100 sitting down at the tables. On resuming at 2 p.m., with Mr. W. T. Murray (Normanby) as chairman, devotional exercises were followed by an address by Mr G. Ireland (Inglewood) on "Bringing Others to Christ." A short discussion ensued, after which the annual business meeting was held. The secretary's report was read and adopted, and several recommendations from the council were dealt with. Bargain fortnight at James' Saturday 17 to Saturday 31. Sale discounts on all fancy goods, jewellery, brooches, pendants, bangles, etc. Special slippery table. Special hall price table. Discounts on ladies' hand bags. A fortnight's sale of fancy goods and toys. Please come and see. Charles E. James, Broadway, Stratford. COST OF TARRING ROADS. REPORT TO THE NEW PLYMOUTH BOROUGH COUNCIL. The engineer (Mr W. H. Cook) submitted a report to the New Plymouth Borough Council on Monday night, on the matter of tar-sealing roads, in which he said he had analysed the cost of work done in the following streets and submitted a report dealing with each one, chiefly in comparison with Avenue, Eliot, Powderham, Wallace Place and Tukapa roads. In August, 1917, estimates were prepared for tar-sealing certain roads to varying widths, after they had been resurfaced. The following shows the cost, estimated cost, and areas sealed: 29,330 square yards estimated for £1161 0s 4d; 25,520 square yards sealed, £1602 5s 1d; increase, £751 3s 9d. Although the works have cost more they have been well done and should not be costly to maintain. The tar used is the second lowest in cost in the district and not for the last three years has it been possible to obtain it as low as it is now. DISTRICT NEWS. YORK ROAD. (From Our Own Correspondent.) A very pretty wedding took place in the Roman Catholic Church, York Road, on May 28th, when Kathleen Doris Bedwell, second daughter of Mr and Mrs J. Bedwell, of this road, was married to Francis William Macdonald, youngest son of Mr Macdonald, of Tariki. The bride, who was given away by her father, wore a handsome dress of crepe-de-chine trimmed with silk lace and a veil with orange blossoms. The bridesmaid was Miss Bedwell, sister of the bride, and Mr Brandon was best man. After the ceremony a wedding breakfast was held at the residence of the bride's parents. BOYS & GIRLS Clear Away Pimples and Dandruff with Cuticura Use Soap to Cleanse and Purify. Ointment to Soothe and Heal. These fragrant, super-creamy emollients keep the hair and scalp clean, pure and healthy. Nothing better for pimples, blotches, redness, roughness, dandruff, itching and irritation. [600,32,702,1522]
cuticura-ad: BOYS & GIRLS Clear Away Pimples and Dandruff with Cuticura Use Soap to Cleanse and Purify. Ointment to Soothe and Heal. These fragrant, super-creamy emollients keep the hair and scalp clean, pure and healthy. Nothing better for pimples, blotches, redness, roughness, dandruff, itching and irritation. [604,1378,697,1594]
section-heading: LAND FOR SALE. [105,37,184,45]
newton-king-sub: AUCTIONEERS, LAND AND FINANCE AGENT, [60,251,229,260]
listing: 100 ACRES, close to school, factory and town; Matapu district; a snip; first-class land. Soon the past returns. Price, £40 per acre. See us at once. [832,322,1102,350]
listing: 100 ACRES, freehold, good 6-roomed house, concrete cowshed, all level, half been ploughed and resown, carrying 31 dairy cows, 3 heifers, 1 bull, 12 wanes, 5 horses and 20 sheep; situated 1 mile from good cheese factory and school and 3½ miles from Stratford station. Price £60 per acre with £1000 cash. [706,726,823,822]
